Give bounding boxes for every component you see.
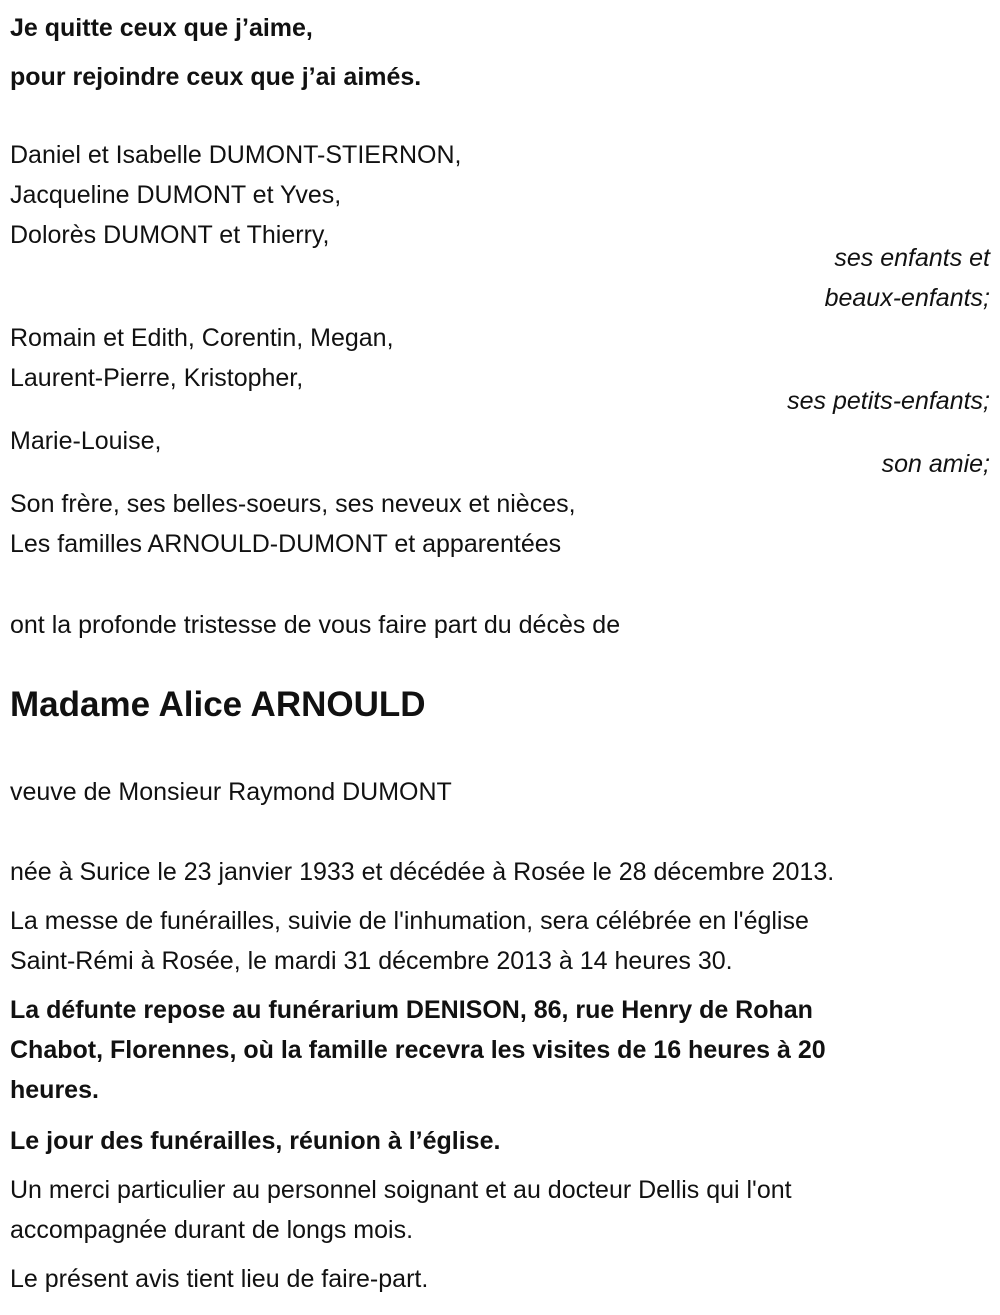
epitaph-line: Je quitte ceux que j’aime, (10, 14, 313, 42)
relation-label: son amie; (881, 450, 990, 478)
epitaph-line: pour rejoindre ceux que j’ai aimés. (10, 63, 422, 91)
funeral-info: La messe de funérailles, suivie de l'inhumation, sera célébrée en l'église (10, 907, 809, 935)
visitation-info: La défunte repose au funérarium DENISON, 86, rue Henry de Rohan (10, 996, 813, 1024)
meeting-info: Le jour des funérailles, réunion à l’église. (10, 1127, 501, 1155)
birth-death: née à Surice le 23 janvier 1933 et décédée à Rosée le 28 décembre 2013. (10, 858, 835, 886)
family-member: Laurent-Pierre, Kristopher, (10, 364, 304, 392)
relation-label: ses petits-enfants; (787, 387, 990, 415)
funeral-info: Saint-Rémi à Rosée, le mardi 31 décembre 2013 à 14 heures 30. (10, 947, 733, 975)
announcement: ont la profonde tristesse de vous faire part du décès de (10, 611, 621, 639)
family-member: Dolorès DUMONT et Thierry, (10, 221, 330, 249)
visitation-info: heures. (10, 1076, 99, 1104)
thanks: Un merci particulier au personnel soignant et au docteur Dellis qui l'ont (10, 1176, 792, 1204)
family-member: Marie-Louise, (10, 427, 162, 455)
visitation-info: Chabot, Florennes, où la famille recevra les visites de 16 heures à 20 (10, 1036, 826, 1064)
notice: Le présent avis tient lieu de faire-part. (10, 1265, 429, 1293)
family-member: Romain et Edith, Corentin, Megan, (10, 324, 394, 352)
family-member: Jacqueline DUMONT et Yves, (10, 181, 342, 209)
family-member: Daniel et Isabelle DUMONT-STIERNON, (10, 141, 462, 169)
deceased-name: Madame Alice ARNOULD (10, 685, 426, 724)
family-member: Son frère, ses belles-soeurs, ses neveux et nièces, (10, 490, 576, 518)
relation-label: beaux-enfants; (824, 284, 990, 312)
family-member: Les familles ARNOULD-DUMONT et apparentées (10, 530, 562, 558)
relation-label: ses enfants et (834, 244, 990, 272)
widow-of: veuve de Monsieur Raymond DUMONT (10, 778, 452, 806)
thanks: accompagnée durant de longs mois. (10, 1216, 414, 1244)
